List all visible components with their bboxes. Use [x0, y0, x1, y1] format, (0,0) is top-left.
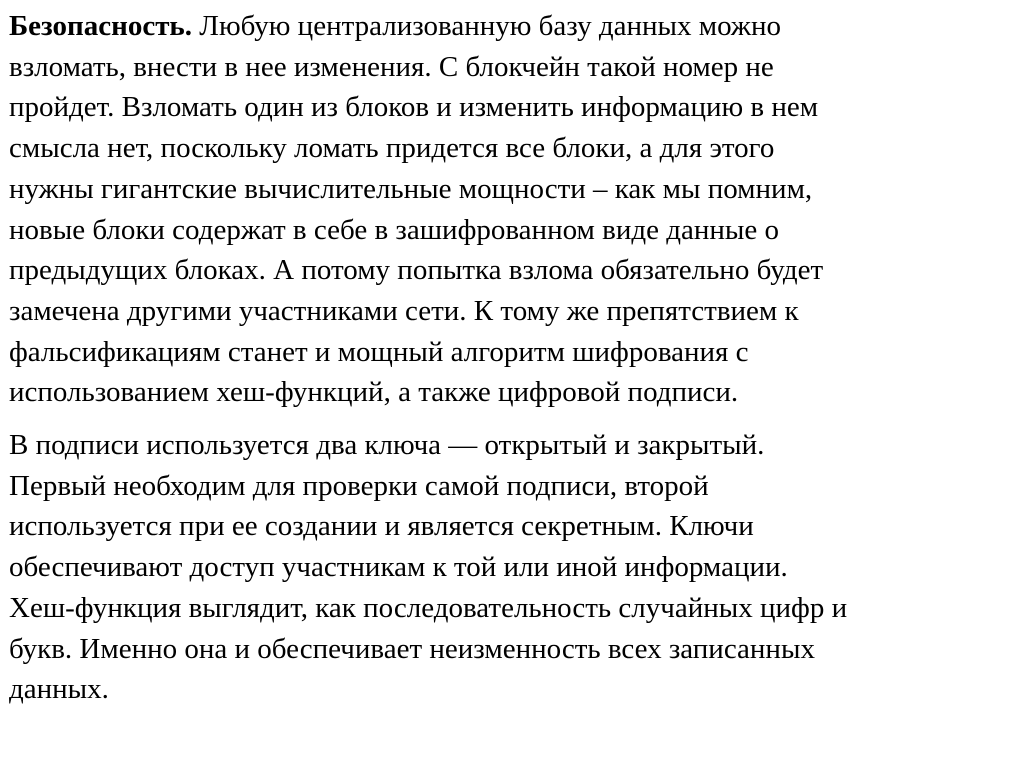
- text-line: букв. Именно она и обеспечивает неизменность всех записанных: [9, 632, 815, 665]
- text-line: обеспечивают доступ участникам к той или иной информации.: [9, 551, 788, 584]
- text-line: пройдет. Взломать один из блоков и изменить информацию в нем: [9, 91, 819, 124]
- text-line: взломать, внести в нее изменения. С блокчейн такой номер не: [9, 50, 774, 83]
- text-line: [9, 6, 1015, 47]
- text-line: предыдущих блоках. А потому попытка взлома обязательно будет: [9, 254, 824, 287]
- text-line: данных.: [9, 673, 109, 706]
- text-line: использованием хеш-функций, а также цифровой подписи.: [9, 376, 739, 409]
- paragraph-lead: Безопасность.: [9, 10, 193, 42]
- text-line: Хеш-функция выглядит, как последовательность случайных цифр и: [9, 591, 848, 624]
- text-line-rest: Любую централизованную базу данных можно: [192, 10, 781, 42]
- text-line: новые блоки содержат в себе в зашифрованном виде данные о: [9, 213, 780, 246]
- text-line: используется при ее создании и является секретным. Ключи: [9, 510, 754, 543]
- text-line: Первый необходим для проверки самой подписи, второй: [9, 469, 709, 502]
- text-line: смысла нет, поскольку ломать придется все блоки, а для этого: [9, 132, 775, 165]
- slide-body: [9, 6, 1015, 710]
- text-line: нужны гигантские вычислительные мощности – как мы помним,: [9, 172, 813, 205]
- text-line: фальсификациям станет и мощный алгоритм шифрования с: [9, 335, 749, 368]
- paragraph-security: [9, 6, 1015, 413]
- text-line: В подписи используется два ключа — открытый и закрытый.: [9, 429, 765, 462]
- text-line: замечена другими участниками сети. К тому же препятствием к: [9, 294, 799, 327]
- paragraph-signature: [9, 425, 1015, 710]
